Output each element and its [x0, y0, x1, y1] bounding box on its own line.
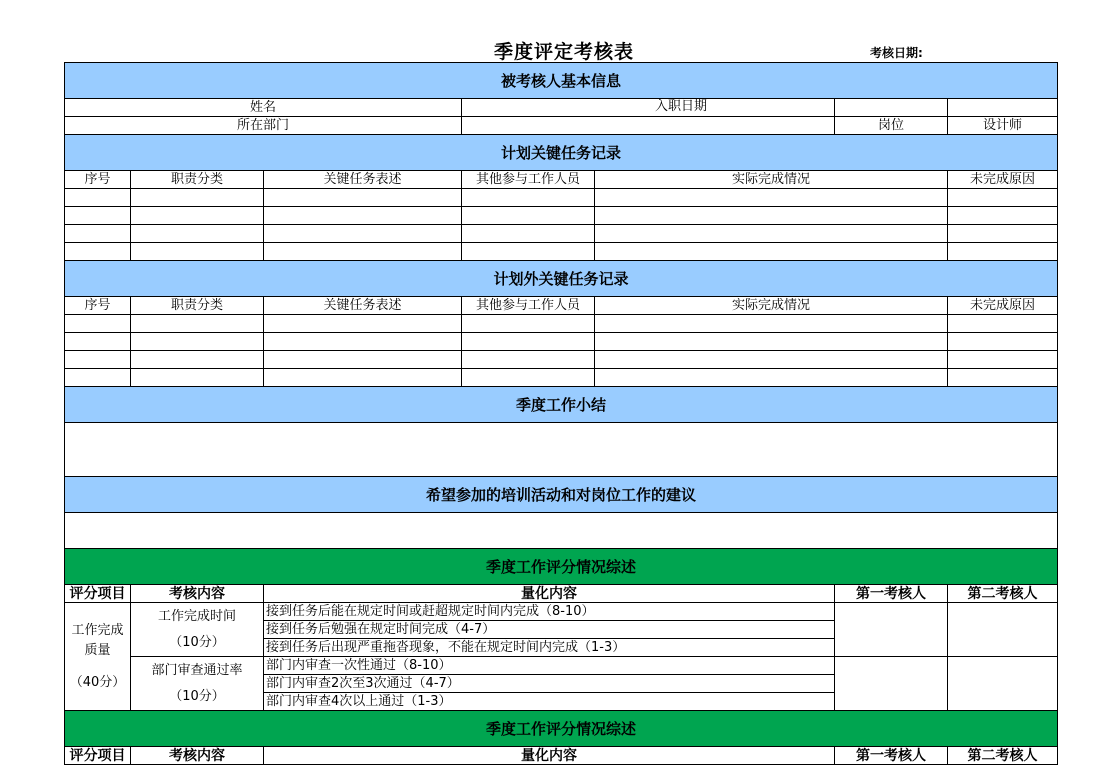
criterion-detail: 接到任务后出现严重拖沓现象，不能在规定时间内完成（1-3） — [264, 639, 835, 657]
criterion-completion-time — [131, 603, 264, 657]
column-header: 序号 — [65, 297, 131, 315]
second-reviewer-score-field[interactable] — [948, 603, 1058, 657]
table-cell[interactable] — [948, 243, 1058, 261]
table-cell[interactable] — [595, 369, 948, 387]
criterion-review-pass-rate — [131, 657, 264, 711]
hire-date-field[interactable] — [948, 99, 1058, 117]
column-header: 第一考核人 — [835, 585, 948, 603]
column-header: 其他参与工作人员 — [462, 171, 595, 189]
column-header: 关键任务表述 — [264, 171, 462, 189]
first-reviewer-score-field[interactable] — [835, 657, 948, 711]
column-header: 考核内容 — [131, 747, 264, 765]
table-row — [65, 225, 1058, 243]
column-header: 实际完成情况 — [595, 171, 948, 189]
table-row — [65, 333, 1058, 351]
table-cell[interactable] — [131, 189, 264, 207]
criterion-detail: 接到任务后能在规定时间或赶超规定时间内完成（8-10） — [264, 603, 835, 621]
column-header: 未完成原因 — [948, 171, 1058, 189]
table-row — [65, 207, 1058, 225]
department-label: 所在部门 — [65, 117, 462, 135]
table-cell[interactable] — [264, 333, 462, 351]
column-header: 第一考核人 — [835, 747, 948, 765]
table-cell[interactable] — [65, 351, 131, 369]
column-header: 序号 — [65, 171, 131, 189]
table-cell[interactable] — [131, 207, 264, 225]
table-cell[interactable] — [462, 351, 595, 369]
table-cell[interactable] — [131, 243, 264, 261]
table-cell[interactable] — [65, 333, 131, 351]
table-cell[interactable] — [131, 333, 264, 351]
table-cell[interactable] — [65, 369, 131, 387]
table-cell[interactable] — [264, 189, 462, 207]
criterion-detail: 接到任务后勉强在规定时间完成（4-7） — [264, 621, 835, 639]
table-row — [65, 243, 1058, 261]
table-row — [65, 315, 1058, 333]
evaluation-table — [64, 62, 1058, 765]
criterion-detail: 部门内审查4次以上通过（1-3） — [264, 693, 835, 711]
position-label: 岗位 — [835, 117, 948, 135]
table-row — [65, 351, 1058, 369]
table-cell[interactable] — [595, 207, 948, 225]
column-header: 量化内容 — [264, 747, 835, 765]
scoring-item — [65, 603, 131, 711]
table-cell[interactable] — [264, 207, 462, 225]
table-cell[interactable] — [948, 333, 1058, 351]
section-header-scoring-repeat: 季度工作评分情况综述 — [65, 711, 1058, 747]
table-cell[interactable] — [462, 243, 595, 261]
summary-field[interactable] — [65, 423, 1058, 477]
name-field[interactable] — [462, 99, 835, 117]
table-cell[interactable] — [65, 243, 131, 261]
table-cell[interactable] — [948, 225, 1058, 243]
table-cell[interactable] — [131, 315, 264, 333]
table-cell[interactable] — [131, 369, 264, 387]
table-cell[interactable] — [264, 369, 462, 387]
position-field[interactable]: 设计师 — [948, 117, 1058, 135]
column-header: 第二考核人 — [948, 747, 1058, 765]
table-cell[interactable] — [65, 207, 131, 225]
table-cell[interactable] — [948, 207, 1058, 225]
table-cell[interactable] — [595, 243, 948, 261]
title-row — [64, 0, 1057, 62]
column-header: 评分项目 — [65, 585, 131, 603]
column-header: 量化内容 — [264, 585, 835, 603]
table-cell[interactable] — [462, 207, 595, 225]
hire-date-label-text: 入职日期 — [655, 99, 708, 114]
column-header: 其他参与工作人员 — [462, 297, 595, 315]
table-cell[interactable] — [65, 315, 131, 333]
table-cell[interactable] — [65, 189, 131, 207]
table-cell[interactable] — [948, 315, 1058, 333]
table-cell[interactable] — [131, 351, 264, 369]
column-header: 职责分类 — [131, 297, 264, 315]
scoring-item-score: （40分） — [69, 674, 126, 690]
table-cell[interactable] — [264, 351, 462, 369]
table-row — [65, 189, 1058, 207]
column-header: 第二考核人 — [948, 585, 1058, 603]
evaluation-sheet — [64, 0, 1057, 765]
table-cell[interactable] — [65, 225, 131, 243]
scoring-item-name-line2: 质量 — [84, 642, 111, 658]
suggestions-field[interactable] — [65, 513, 1058, 549]
table-cell[interactable] — [948, 351, 1058, 369]
table-cell[interactable] — [131, 225, 264, 243]
criterion-name: 工作完成时间 — [157, 608, 236, 624]
section-header-scoring: 季度工作评分情况综述 — [65, 549, 1058, 585]
table-cell[interactable] — [264, 315, 462, 333]
column-header: 未完成原因 — [948, 297, 1058, 315]
page-title: 季度评定考核表 — [494, 41, 635, 63]
table-cell[interactable] — [264, 243, 462, 261]
table-row — [65, 369, 1058, 387]
column-header: 考核内容 — [131, 585, 264, 603]
section-header-unplanned-tasks: 计划外关键任务记录 — [65, 261, 1058, 297]
table-cell[interactable] — [462, 315, 595, 333]
first-reviewer-score-field[interactable] — [835, 603, 948, 657]
column-header: 实际完成情况 — [595, 297, 948, 315]
table-cell[interactable] — [462, 333, 595, 351]
department-field[interactable] — [462, 117, 835, 135]
table-cell[interactable] — [595, 333, 948, 351]
column-header: 关键任务表述 — [264, 297, 462, 315]
table-cell[interactable] — [595, 225, 948, 243]
section-header-planned-tasks: 计划关键任务记录 — [65, 135, 1058, 171]
scoring-item-name-line1: 工作完成 — [71, 622, 124, 638]
section-header-summary: 季度工作小结 — [65, 387, 1058, 423]
criterion-score: （10分） — [169, 688, 225, 704]
second-reviewer-score-field[interactable] — [948, 657, 1058, 711]
hire-date-label — [835, 99, 948, 117]
table-cell[interactable] — [595, 315, 948, 333]
section-header-basic-info: 被考核人基本信息 — [65, 63, 1058, 99]
criterion-detail: 部门内审查2次至3次通过（4-7） — [264, 675, 835, 693]
table-cell[interactable] — [462, 369, 595, 387]
column-header: 职责分类 — [131, 171, 264, 189]
table-cell[interactable] — [595, 189, 948, 207]
name-label: 姓名 — [65, 99, 462, 117]
criterion-detail: 部门内审查一次性通过（8-10） — [264, 657, 835, 675]
criterion-name: 部门审查通过率 — [151, 662, 243, 678]
column-header: 评分项目 — [65, 747, 131, 765]
table-cell[interactable] — [948, 369, 1058, 387]
table-cell[interactable] — [948, 189, 1058, 207]
criterion-score: （10分） — [169, 634, 225, 650]
table-cell[interactable] — [462, 189, 595, 207]
table-cell[interactable] — [462, 225, 595, 243]
section-header-suggestions: 希望参加的培训活动和对岗位工作的建议 — [65, 477, 1058, 513]
table-cell[interactable] — [595, 351, 948, 369]
table-cell[interactable] — [264, 225, 462, 243]
evaluation-date-label: 考核日期: — [870, 46, 923, 60]
